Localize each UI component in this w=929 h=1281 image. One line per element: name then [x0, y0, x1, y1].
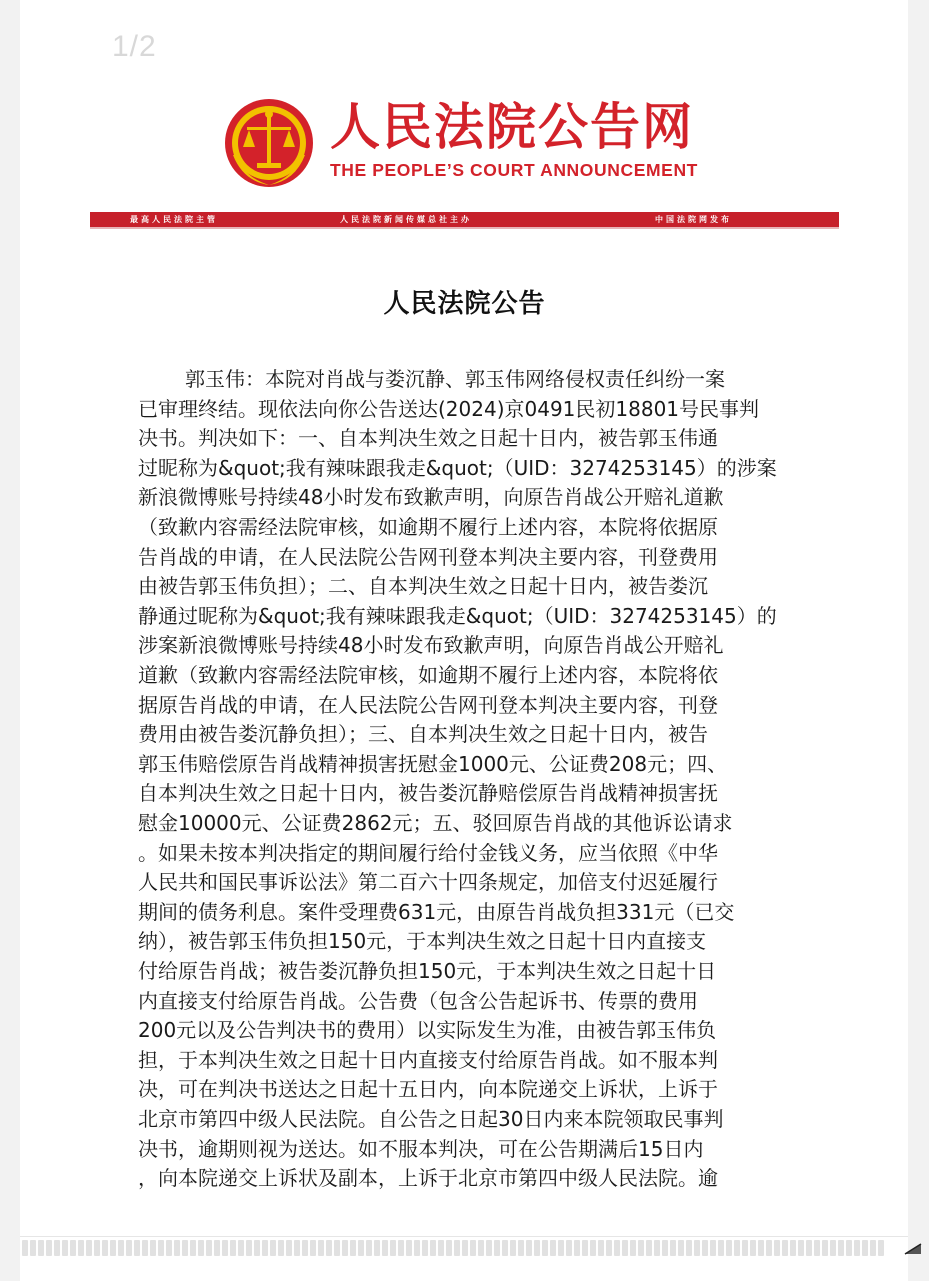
scroll-tick	[526, 1240, 532, 1256]
scroll-tick	[622, 1240, 628, 1256]
scroll-tick	[814, 1240, 820, 1256]
band-text-middle: 人民法院新闻传媒总社主办	[340, 215, 472, 224]
body-line: 涉案新浪微博账号持续48小时发布致歉声明，向原告肖战公开赔礼	[138, 633, 724, 658]
scroll-tick	[110, 1240, 116, 1256]
scroll-tick	[30, 1240, 36, 1256]
body-line: 期间的债务利息。案件受理费631元，由原告肖战负担331元（已交	[138, 899, 735, 924]
scroll-tick	[102, 1240, 108, 1256]
scroll-tick	[742, 1240, 748, 1256]
body-line: 新浪微博账号持续48小时发布致歉声明，向原告肖战公开赔礼道歉	[138, 485, 724, 510]
scroll-tick	[782, 1240, 788, 1256]
scroll-tick	[134, 1240, 140, 1256]
scroll-tick	[438, 1240, 444, 1256]
scroll-tick	[198, 1240, 204, 1256]
scroll-tick	[302, 1240, 308, 1256]
body-line: 200元以及公告判决书的费用）以实际发生为准，由被告郭玉伟负	[138, 1018, 717, 1043]
scroll-tick	[350, 1240, 356, 1256]
scroll-tick	[454, 1240, 460, 1256]
body-line: 费用由被告娄沉静负担）；三、自本判决生效之日起十日内，被告	[138, 722, 708, 747]
scroll-tick	[654, 1240, 660, 1256]
scroll-tick	[166, 1240, 172, 1256]
scroll-tick	[78, 1240, 84, 1256]
scroll-tick	[238, 1240, 244, 1256]
scroll-tick	[518, 1240, 524, 1256]
scroll-tick	[246, 1240, 252, 1256]
scroll-tick	[158, 1240, 164, 1256]
scroll-tick	[806, 1240, 812, 1256]
body-line: 人民共和国民事诉讼法》第二百六十四条规定，加倍支付迟延履行	[138, 870, 718, 895]
scroll-tick	[510, 1240, 516, 1256]
scroll-tick	[190, 1240, 196, 1256]
body-line: 告肖战的申请，在人民法院公告网刊登本判决主要内容，刊登费用	[138, 544, 718, 569]
scroll-tick	[254, 1240, 260, 1256]
body-line: （致歉内容需经法院审核，如逾期不履行上述内容，本院将依据原	[138, 515, 718, 539]
scroll-tick	[310, 1240, 316, 1256]
scroll-tick	[326, 1240, 332, 1256]
scroll-tick	[182, 1240, 188, 1256]
scroll-tick	[262, 1240, 268, 1256]
scroll-tick	[54, 1240, 60, 1256]
scroll-tick	[118, 1240, 124, 1256]
scroll-tick	[86, 1240, 92, 1256]
scroll-tick	[382, 1240, 388, 1256]
body-line: 决书，逾期则视为送达。如不服本判决，可在公告期满后15日内	[138, 1136, 704, 1161]
body-line: 担，于本判决生效之日起十日内直接支付给原告肖战。如不服本判	[138, 1047, 718, 1072]
scroll-tick	[214, 1240, 220, 1256]
scroll-tick	[734, 1240, 740, 1256]
scroll-tick	[150, 1240, 156, 1256]
scroll-tick	[646, 1240, 652, 1256]
scroll-tick	[38, 1240, 44, 1256]
scroll-tick	[478, 1240, 484, 1256]
scroll-tick	[638, 1240, 644, 1256]
scroll-tick	[590, 1240, 596, 1256]
scroll-tick	[494, 1240, 500, 1256]
notice-title: 人民法院公告	[383, 289, 546, 319]
body-line: 过昵称为&quot;我有辣味跟我走&quot;（UID：3274253145）的涉案	[138, 455, 777, 480]
scroll-tick	[582, 1240, 588, 1256]
masthead-band	[90, 212, 839, 227]
body-line: 纳），被告郭玉伟负担150元，于本判决生效之日起十日内直接支	[138, 929, 707, 954]
scroll-tick	[486, 1240, 492, 1256]
scroll-tick	[334, 1240, 340, 1256]
masthead-title: 人民法院公告网	[330, 98, 694, 156]
scroll-tick	[718, 1240, 724, 1256]
scroll-tick	[406, 1240, 412, 1256]
body-line: 静通过昵称为&quot;我有辣味跟我走&quot;（UID：3274253145）的	[138, 603, 777, 628]
scroll-tick	[846, 1240, 852, 1256]
scroll-tick	[398, 1240, 404, 1256]
scroll-tick	[662, 1240, 668, 1256]
scroll-tick	[598, 1240, 604, 1256]
scroll-tick	[318, 1240, 324, 1256]
scroll-tick	[430, 1240, 436, 1256]
page-indicator: 1/2	[112, 30, 157, 63]
scroll-tick	[790, 1240, 796, 1256]
scroll-tick	[686, 1240, 692, 1256]
scroll-tick	[278, 1240, 284, 1256]
body-line: 付给原告肖战；被告娄沉静负担150元，于本判决生效之日起十日	[138, 959, 717, 983]
scroll-tick	[878, 1240, 884, 1256]
scroll-tick	[286, 1240, 292, 1256]
scroll-tick	[422, 1240, 428, 1256]
body-line: 内直接支付给原告肖战。公告费（包含公告起诉书、传票的费用	[138, 988, 698, 1013]
scroll-tick	[606, 1240, 612, 1256]
scroll-tick	[534, 1240, 540, 1256]
scroll-tick	[758, 1240, 764, 1256]
body-line: 郭玉伟赔偿原告肖战精神损害抚慰金1000元、公证费208元；四、	[138, 751, 728, 776]
scroll-tick	[126, 1240, 132, 1256]
scroll-tick	[414, 1240, 420, 1256]
body-line: 北京市第四中级人民法院。自公告之日起30日内来本院领取民事判	[138, 1107, 724, 1131]
scroll-tick	[294, 1240, 300, 1256]
scroll-tick	[566, 1240, 572, 1256]
body-line: 道歉（致歉内容需经法院审核，如逾期不履行上述内容，本院将依	[138, 663, 718, 687]
court-emblem-icon	[223, 97, 315, 189]
scroll-tick	[542, 1240, 548, 1256]
body-line: 自本判决生效之日起十日内，被告娄沉静赔偿原告肖战精神损害抚	[138, 781, 718, 806]
masthead-subtitle: THE PEOPLE’S COURT ANNOUNCEMENT	[330, 160, 698, 180]
scroll-tick	[830, 1240, 836, 1256]
scroll-tick	[70, 1240, 76, 1256]
scroll-tick	[614, 1240, 620, 1256]
body-line: 。如果未按本判决指定的期间履行给付金钱义务，应当依照《中华	[138, 840, 718, 865]
scroll-tick	[62, 1240, 68, 1256]
scroll-tick	[854, 1240, 860, 1256]
scroll-tick	[206, 1240, 212, 1256]
scroll-tick	[462, 1240, 468, 1256]
scroll-tick	[142, 1240, 148, 1256]
scroll-tick	[470, 1240, 476, 1256]
band-underline	[90, 227, 839, 229]
scroll-tick	[862, 1240, 868, 1256]
scroll-tick	[822, 1240, 828, 1256]
body-line: ，向本院递交上诉状及副本，上诉于北京市第四中级人民法院。逾	[138, 1166, 718, 1191]
scroll-tick	[702, 1240, 708, 1256]
scroll-tick	[550, 1240, 556, 1256]
scroll-tick	[630, 1240, 636, 1256]
scroll-tick	[774, 1240, 780, 1256]
scroll-tick	[678, 1240, 684, 1256]
body-line: 决书。判决如下：一、自本判决生效之日起十日内，被告郭玉伟通	[138, 426, 718, 451]
scroll-tick	[710, 1240, 716, 1256]
body-line: 慰金10000元、公证费2862元；五、驳回原告肖战的其他诉讼请求	[138, 811, 733, 835]
scroll-tick	[94, 1240, 100, 1256]
scroll-tick	[694, 1240, 700, 1256]
scroll-tick	[670, 1240, 676, 1256]
body-line: 据原告肖战的申请，在人民法院公告网刊登本判决主要内容，刊登	[138, 692, 718, 717]
scroll-tick	[358, 1240, 364, 1256]
scroll-tick	[870, 1240, 876, 1256]
scroll-tick	[270, 1240, 276, 1256]
band-text-right: 中国法院网发布	[655, 215, 732, 224]
scroll-tick	[502, 1240, 508, 1256]
scroll-tick	[446, 1240, 452, 1256]
scroll-tick	[798, 1240, 804, 1256]
scroll-tick	[374, 1240, 380, 1256]
body-line: 已审理终结。现依法向你公告送达(2024)京0491民初18801号民事判	[138, 396, 760, 421]
horizontal-scroll-indicator[interactable]	[22, 1240, 892, 1256]
scroll-tick	[174, 1240, 180, 1256]
scroll-tick	[838, 1240, 844, 1256]
scroll-tick	[342, 1240, 348, 1256]
scroll-tick	[390, 1240, 396, 1256]
page-curl-icon	[903, 1242, 923, 1256]
scroll-tick	[766, 1240, 772, 1256]
scroll-tick	[230, 1240, 236, 1256]
scroll-tick	[22, 1240, 28, 1256]
scroll-tick	[726, 1240, 732, 1256]
scroll-tick	[222, 1240, 228, 1256]
body-line: 决，可在判决书送达之日起十五日内，向本院递交上诉状，上诉于	[138, 1077, 718, 1102]
scroll-tick	[750, 1240, 756, 1256]
scroll-tick	[558, 1240, 564, 1256]
band-text-left: 最高人民法院主管	[130, 215, 218, 224]
scroll-tick	[574, 1240, 580, 1256]
scroll-tick	[46, 1240, 52, 1256]
body-line: 由被告郭玉伟负担）；二、自本判决生效之日起十日内，被告娄沉	[138, 574, 708, 599]
body-line: 郭玉伟：本院对肖战与娄沉静、郭玉伟网络侵权责任纠纷一案	[185, 367, 725, 391]
scroll-tick	[366, 1240, 372, 1256]
